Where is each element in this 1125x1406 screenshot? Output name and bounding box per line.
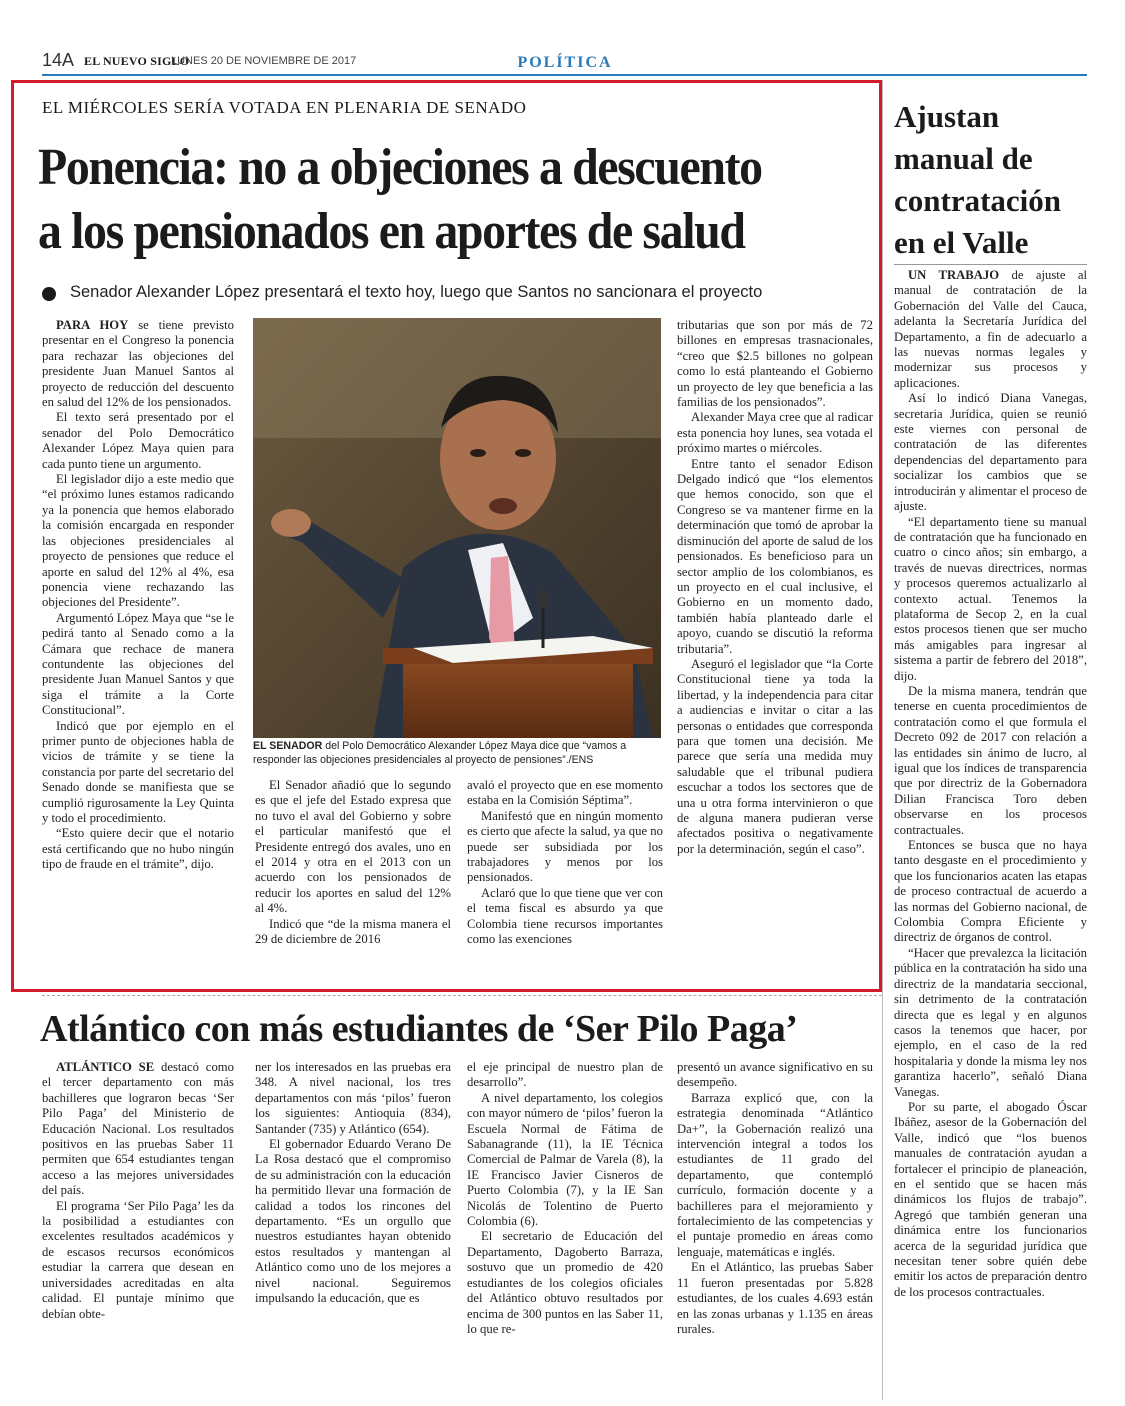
sidebar-headline (894, 96, 1094, 264)
article-headline (38, 136, 811, 264)
paragraph: Aseguró el legislador que “la Corte Constitucional tiene ya toda la libertad, y la independencia para citar a audiencias e invitar o citar a las personas o entidades que corresponda para que tomen una decisión. Me parece que sería una medida muy saludable que el tribunal pudiera escuchar a todos los sectores que de una u otra forma intervinieron o que de alguna manera pudieran verse afectados positiva o negativamente por la determinación, según el caso”. (677, 656, 873, 856)
issue-date: LUNES 20 DE NOVIEMBRE DE 2017 (171, 55, 357, 67)
paragraph: El legislador dijo a este medio que “el próximo lunes estamos radicando ya la ponencia que hemos elaborado la comisión encargada en responder las objeciones presidenciales al proyecto de pensiones que reduce el aporte en salud del 12% al 4%, esa ponencia viene rechazando las objeciones del Presidente”. (42, 472, 234, 610)
paragraph: “Esto quiere decir que el notario está certificando que no hubo ningún tipo de fraude en el trámite”, dijo. (42, 826, 234, 872)
paragraph: El secretario de Educación del Departamento, Dagoberto Barraza, sostuvo que un promedio de 420 estudiantes de los colegios oficiales del Atlántico obtuvo resultados por encima de 300 puntos en las Saber 11, lo que re- (467, 1229, 663, 1336)
article-column-1 (42, 318, 234, 873)
caption-text: del Polo Democrático Alexander López Maya dice que “vamos a responder las objeciones presidenciales al proyecto de pensiones”./ENS (253, 740, 627, 766)
section-title: POLÍTICA (517, 54, 613, 71)
article-subdeck: Senador Alexander López presentará el texto hoy, luego que Santos no sancionara el proyecto (70, 283, 763, 301)
article-column-2b (467, 778, 663, 947)
caption-lead: EL SENADOR (253, 740, 323, 752)
headline-line-1: Ponencia: no a objeciones a descuento (38, 139, 762, 196)
sidebar-headline-line: contratación (894, 183, 1062, 218)
paragraph: Barraza explicó que, con la estrategia denominada “Atlántico Da+”, la Gobernación realizó una intervención integral a todos los estudiantes de 11 grado del departamento, que contempló currículo, formación docente y a bachilleres para el mejoramiento y fortalecimiento de las competencias y el puntaje promedio en áreas como lenguaje, matemáticas e inglés. (677, 1090, 873, 1259)
bottom-column-4 (677, 1060, 873, 1337)
article-column-2a (255, 778, 451, 947)
paragraph: Alexander Maya cree que al radicar esta ponencia hoy lunes, sea votada el próximo martes o miércoles. (677, 410, 873, 456)
paragraph: de ajuste al manual de contratación de la Gobernación del Valle del Cauca, adelanta la Secretaría Jurídica del Departamento, a fin de adecuarlo a las nuevas normas legales y modernizar sus procesos y aplicaciones. (894, 268, 1087, 390)
paragraph: De la misma manera, tendrán que tenerse en cuenta procedimientos de contratación como el que formula el Decreto 092 de 2017 con relación a las entidades sin ánimo de lucro, al igual que los índices de transparencia que por directriz de la Gobernadora Dilian Francisca Toro deben observarse en los procesos contractuales. (894, 683, 1087, 837)
sidebar-rule (894, 264, 1087, 265)
sidebar-body (894, 268, 1087, 1300)
paragraph: Aclaró que lo que tiene que ver con el tema fiscal es absurdo ya que Colombia tiene recursos importantes como las exenciones (467, 885, 663, 947)
paragraph: Indicó que por ejemplo en el primer punto de objeciones habla de vicios de trámite y se tiene la constancia por parte del secretario del Senado donde se manifiesta que se cumplió rigurosamente la Ley Quinta y todo el procedimiento. (42, 718, 234, 825)
paragraph: tributarias que son por más de 72 billones en empresas trasnacionales, “creo que $2.5 billones no golpean como lo está planteando el Gobierno un proyecto de ley que beneficia a las familias de los pensionados”. (677, 318, 873, 410)
paragraph: Entre tanto el senador Edison Delgado indicó que “los elementos que hemos conocido, son que el Congreso se va mantener firme en la determinación que tomó de aprobar la disminución del aporte de salud de los pensionados. Es beneficioso para un sector amplio de los colombianos, es un proyecto en el cual inclusive, el Gobierno en un momento dado, también había planteado darle el apoyo, cuando se discutió la reforma tributaria”. (677, 456, 873, 656)
bullet-icon (42, 287, 56, 301)
paragraph: Entonces se busca que no haya tanto desgaste en el procedimiento y que los funcionarios acaten las etapas de proceso contractual de acuerdo a las normas del Gobierno nacional, de Colombia Compra Eficiente y directriz de órganos de control. (894, 838, 1087, 945)
sidebar-headline-line: Ajustan (894, 99, 1000, 134)
article-kicker: EL MIÉRCOLES SERÍA VOTADA EN PLENARIA DE SENADO (42, 98, 527, 117)
lead-in: UN TRABAJO (908, 268, 1000, 282)
paragraph: Indicó que “de la misma manera el 29 de diciembre de 2016 (255, 916, 451, 947)
paragraph: Así lo indicó Diana Vanegas, secretaria Jurídica, quien se reunió este viernes con personal de contratación de las diferentes dependencias del departamento para socializar los cambios que se introducirán y alimentar el proceso de ajuste. (894, 391, 1087, 514)
paragraph: Manifestó que en ningún momento es cierto que afecte la salud, ya que no puede ser subsidiada por los trabajadores y menos por los pensionados. (467, 808, 663, 885)
header-rule (42, 74, 1087, 76)
paragraph: Por su parte, el abogado Óscar Ibáñez, asesor de la Gobernación del Valle, indicó que “los buenos manuales de contratación ayudan a fortalecer el principio de planeación, en el sentido que se hacen más dinámicos los flujos de trabajo”. Agregó que también generan una dinámica entre los funcionarios acerca de la seguridad jurídica que necesitan tener sobre quién debe emitir los actos de preparación dentro de los procesos contractuales. (894, 1099, 1087, 1299)
senator-photo (253, 318, 661, 738)
paragraph: ner los interesados en las pruebas era 348. A nivel nacional, los tres departamentos con más ‘pilos’ fueron los siguientes: Antioquia (834), Santander (735) y Atlántico (654). (255, 1060, 451, 1136)
paragraph: “Hacer que prevalezca la licitación pública en la contratación ha sido una directriz de la mandataria seccional, sin detrimento de la contratación directa que es legal y en algunos casos la tenemos que hacer, por ejemplo, en el caso de la red hospitalaria y donde la misma ley nos garantiza hacerlo”, señaló Diana Vanegas. (894, 945, 1087, 1099)
paragraph: A nivel departamento, los colegios con mayor número de ‘pilos’ fueron la Escuela Normal de Fátima de Sabanagrande (11), la IE Técnica Comercial de Palmar de Varela (8), la IE Francisco Javier Cisneros de Puerto Colombia (7), y la IE San Nicolás de Tolentino de Puerto Colombia (6). (467, 1090, 663, 1229)
paragraph: destacó como el tercer departamento con más bachilleres que lograron becas ‘Ser Pilo Paga’ del Ministerio de Educación Nacional. Los resultados positivos en las pruebas Saber 11 permiten que 654 estudiantes tengan acceso a las mejores universidades del país. (42, 1060, 234, 1198)
paragraph: presentó un avance significativo en su desempeño. (677, 1060, 873, 1090)
photo-caption (253, 740, 661, 767)
sidebar-headline-line: manual de (894, 141, 1033, 176)
column-divider (882, 80, 883, 1400)
newspaper-name: EL NUEVO SIGLO (84, 54, 190, 68)
paragraph: El texto será presentado por el senador del Polo Democrático Alexander López Maya quien para cada punto tiene un argumento. (42, 410, 234, 471)
bottom-column-1 (42, 1060, 234, 1322)
paragraph: “El departamento tiene su manual de contratación que ha funcionado en cuatro o cinco años; sin embargo, a través de nuevas directrices, normas y procesos queremos actualizarlo al contexto actual. Tenemos la plataforma de Secop 2, en la cual estos procesos tienen que ser mucho más amigables para ingresar al sistema a partir de febrero del 2018”, dijo. (894, 514, 1087, 683)
paragraph: En el Atlántico, las pruebas Saber 11 fueron presentadas por 5.828 estudiantes, de los cuales 4.693 están en las zonas urbanas y 1.135 en áreas rurales. (677, 1260, 873, 1336)
lead-in: ATLÁNTICO SE (56, 1060, 155, 1074)
lead-in: PARA HOY (56, 318, 129, 332)
section-divider (42, 995, 882, 996)
paragraph: se tiene previsto presentar en el Congreso la ponencia para rechazar las objeciones del presidente Juan Manuel Santos al proyecto de reducción del descuento en salud del 12% de los pensionados. (42, 318, 234, 410)
paragraph: el eje principal de nuestro plan de desarrollo”. (467, 1060, 663, 1090)
paragraph: El Senador añadió que lo segundo es que el jefe del Estado expresa que no tuvo el aval del Gobierno y sobre el particular manifestó que el Presidente entregó dos avales, uno en el 2014 y otra en el 2013 con un acuerdo con los pensionados de reducir los aportes en salud del 12% al 4%. (255, 778, 451, 916)
article-column-3 (677, 318, 873, 857)
sidebar-headline-line: en el Valle (894, 225, 1029, 260)
paragraph: El programa ‘Ser Pilo Paga’ les da la posibilidad a estudiantes con excelentes resultados académicos y de escasos recursos económicos estudiar la carrera que desean en universidades acreditadas en alta calidad. El puntaje mínimo que debían obte- (42, 1198, 234, 1321)
bottom-column-2 (255, 1060, 451, 1307)
page-number: 14A (42, 50, 75, 70)
bottom-headline: Atlántico con más estudiantes de ‘Ser Pilo Paga’ (40, 1008, 798, 1050)
paragraph: Argumentó López Maya que “se le pedirá tanto al Senado como a la Cámara que rechace de manera contundente las objeciones del presidente Juan Manuel Santos y que siga el trámite a la Corte Constitucional”. (42, 610, 234, 718)
paragraph: avaló el proyecto que en ese momento estaba en la Comisión Séptima”. (467, 778, 663, 808)
bottom-column-3 (467, 1060, 663, 1337)
headline-line-2: a los pensionados en aportes de salud (38, 203, 745, 260)
paragraph: El gobernador Eduardo Verano De La Rosa destacó que el compromiso de su administración con la educación ha permitido llevar una formación de calidad a todos los rincones del departamento. “Es un orgullo que nuestros estudiantes hayan obtenido estos resultados y mantengan al Atlántico como uno de los mejores a nivel nacional. Seguiremos impulsando la educación, que es (255, 1137, 451, 1306)
